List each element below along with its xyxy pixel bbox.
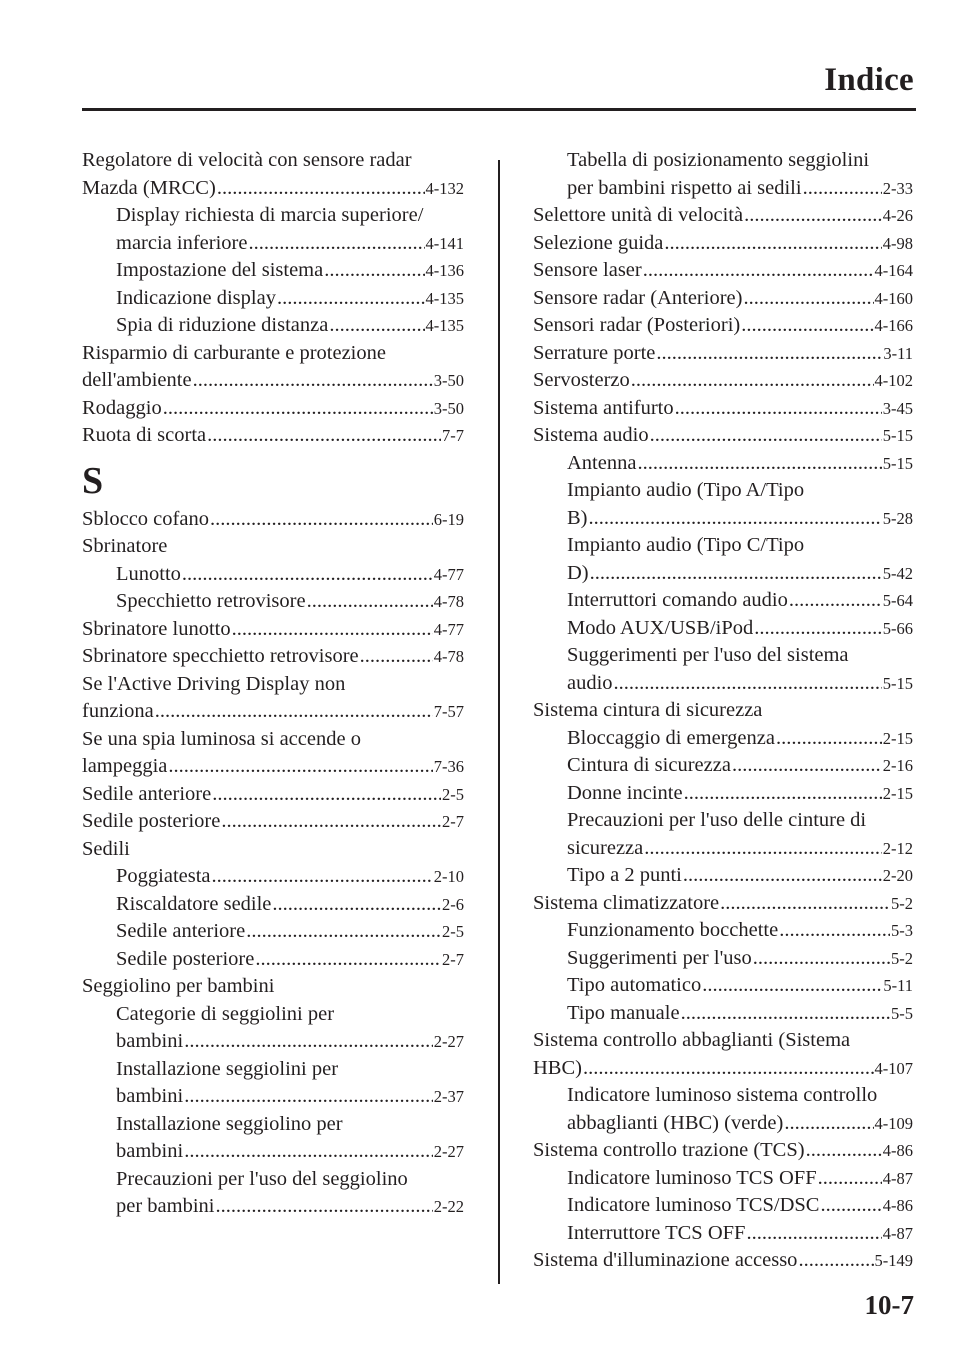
index-entry-text: Interruttore TCS OFF <box>567 1221 746 1244</box>
index-page-ref: 4-78 <box>433 647 464 666</box>
index-entry <box>533 422 913 450</box>
leader-dots <box>674 395 882 423</box>
leader-dots <box>783 1110 873 1138</box>
index-entry-text: Tipo a 2 punti <box>567 864 682 886</box>
index-page-ref: 4-87 <box>882 1168 913 1188</box>
index-entry <box>533 1165 913 1193</box>
index-entry-text: Servosterzo <box>533 369 630 391</box>
index-page-ref: 5-2 <box>891 893 913 913</box>
section-letter: S <box>82 459 104 502</box>
index-entry <box>82 312 464 340</box>
leader-dots <box>582 1055 874 1083</box>
index-page-ref: 4-135 <box>425 316 464 335</box>
index-entry <box>533 450 913 478</box>
index-entry <box>533 615 913 643</box>
index-entry <box>533 1000 913 1028</box>
index-entry-text: Interruttori comando audio <box>567 589 788 611</box>
index-page-ref: 3-45 <box>882 398 913 418</box>
index-entry-text: Sistema climatizzatore <box>533 891 720 914</box>
index-page-ref: 4-86 <box>882 1196 913 1215</box>
index-page-ref: 4-87 <box>882 1223 913 1243</box>
index-heading-line: Sedili <box>82 837 130 860</box>
index-heading-line: Suggerimenti per l'uso del sistema <box>567 644 849 666</box>
index-entry <box>533 1137 913 1165</box>
index-page-ref: 7-7 <box>442 426 464 445</box>
index-page-ref: 4-141 <box>425 233 464 253</box>
leader-dots <box>306 588 433 616</box>
leader-dots <box>247 230 424 258</box>
leader-dots <box>630 367 874 395</box>
index-entry <box>533 752 913 780</box>
index-entry <box>82 1083 464 1111</box>
index-entry-text: D) <box>567 561 589 584</box>
index-page-ref: 4-77 <box>433 564 464 584</box>
leader-dots <box>636 450 881 478</box>
page-number: 10-7 <box>864 1290 914 1320</box>
index-page-ref: 5-15 <box>882 453 913 473</box>
index-entry <box>82 1028 464 1056</box>
leader-dots <box>216 175 425 203</box>
leader-dots <box>183 1083 433 1111</box>
index-entry-text: Funzionamento bocchette <box>567 919 779 941</box>
leader-dots <box>220 808 441 836</box>
index-entry-text: bambini <box>116 1085 184 1107</box>
index-entry-text: Specchietto retrovisore <box>116 590 306 612</box>
index-entry <box>82 175 464 203</box>
index-page-ref: 2-20 <box>882 866 913 885</box>
leader-dots <box>271 891 441 919</box>
index-page-ref: 2-22 <box>433 1197 464 1216</box>
index-entry <box>533 367 913 395</box>
index-page-ref: 4-107 <box>874 1058 913 1078</box>
index-entry-text: Impostazione del sistema <box>116 259 324 281</box>
index-entry-text: Ruota di scorta <box>82 424 207 446</box>
index-entry-text: HBC) <box>533 1056 582 1079</box>
index-entry-text: per bambini <box>116 1195 215 1217</box>
leader-dots <box>743 202 882 230</box>
index-page-ref: 5-2 <box>891 948 913 968</box>
leader-dots <box>613 670 882 698</box>
leader-dots <box>192 367 433 395</box>
leader-dots <box>359 643 433 671</box>
index-entry <box>533 560 913 588</box>
index-entry-text: Suggerimenti per l'uso <box>567 946 752 969</box>
leader-dots <box>680 1000 890 1028</box>
index-entry-text: marcia inferiore <box>116 231 248 254</box>
index-entry-text: Riscaldatore sedile <box>116 892 272 915</box>
index-entry <box>533 917 913 945</box>
leader-dots <box>162 395 433 423</box>
index-entry-text: Serrature porte <box>533 341 656 364</box>
index-entry <box>82 395 464 423</box>
leader-dots <box>254 946 441 974</box>
index-entry-text: Bloccaggio di emergenza <box>567 726 775 749</box>
index-entry <box>533 972 913 1000</box>
index-entry <box>82 367 464 395</box>
index-entry <box>82 506 464 534</box>
index-page-ref: 7-57 <box>433 702 464 721</box>
leader-dots <box>649 422 882 450</box>
index-page-ref: 5-11 <box>883 976 913 995</box>
index-entry <box>533 230 913 258</box>
index-entry <box>533 340 913 368</box>
leader-dots <box>206 422 441 450</box>
leader-dots <box>643 835 882 863</box>
index-page-ref: 3-50 <box>433 371 464 390</box>
index-entry-text: Selettore unità di velocità <box>533 204 744 226</box>
index-entry <box>533 587 913 615</box>
index-heading-line: Se l'Active Driving Display non <box>82 672 346 695</box>
index-entry <box>533 1192 913 1220</box>
index-entry-text: Sensore laser <box>533 259 642 281</box>
leader-dots <box>819 1192 881 1220</box>
index-entry <box>533 175 913 203</box>
leader-dots <box>745 1220 881 1248</box>
index-page-ref: 2-5 <box>442 784 464 804</box>
index-entry-text: bambini <box>116 1030 184 1052</box>
leader-dots <box>183 1028 433 1056</box>
index-entry <box>533 862 913 890</box>
index-entry <box>533 1247 913 1275</box>
leader-dots <box>245 918 441 946</box>
index-entry-text: Cintura di sicurezza <box>567 754 731 776</box>
index-heading-line: Categorie di seggiolini per <box>116 1002 335 1025</box>
index-page-ref: 5-28 <box>882 508 913 528</box>
index-entry-text: Sistema controllo trazione (TCS) <box>533 1139 805 1161</box>
index-entry-text: Mazda (MRCC) <box>82 176 216 199</box>
index-heading-line: Seggiolino per bambini <box>82 975 275 997</box>
index-entry-text: Sistema audio <box>533 424 649 446</box>
index-entry <box>533 285 913 313</box>
index-entry-text: Indicazione display <box>116 286 276 309</box>
index-entry-text: Modo AUX/USB/iPod <box>567 616 754 639</box>
index-heading-line: Sistema cintura di sicurezza <box>533 699 763 721</box>
index-entry <box>82 643 464 671</box>
index-page-ref: 2-15 <box>882 783 913 803</box>
index-entry <box>82 1138 464 1166</box>
index-entry-text: Tipo manuale <box>567 1001 680 1024</box>
leader-dots <box>211 781 441 809</box>
leader-dots <box>215 1193 433 1221</box>
index-entry-text: Indicatore luminoso TCS OFF <box>567 1166 817 1189</box>
index-entry <box>82 230 464 258</box>
index-entry-text: Tipo automatico <box>567 974 702 996</box>
index-entry <box>82 285 464 313</box>
leader-dots <box>719 890 890 918</box>
index-entry-text: Donne incinte <box>567 781 683 804</box>
index-entry <box>82 616 464 644</box>
index-entry <box>82 781 464 809</box>
index-entry <box>533 725 913 753</box>
left-entries-after-section <box>82 506 464 1221</box>
index-entry-text: Sedile posteriore <box>82 810 221 832</box>
page-header-title: Indice <box>824 62 914 98</box>
index-page-ref: 4-166 <box>874 316 913 335</box>
index-entry-text: Antenna <box>567 451 637 474</box>
index-page-ref: 4-78 <box>433 592 464 611</box>
index-entry <box>533 1110 913 1138</box>
index-heading-line: Sistema controllo abbaglianti (Sistema <box>533 1029 851 1051</box>
index-entry <box>82 863 464 891</box>
index-entry <box>533 1220 913 1248</box>
index-page-ref: 4-164 <box>874 261 913 280</box>
index-entry <box>533 890 913 918</box>
index-page-ref: 2-37 <box>433 1087 464 1106</box>
index-page-ref: 5-149 <box>874 1251 913 1270</box>
leader-dots <box>742 285 873 313</box>
index-entry <box>82 698 464 726</box>
index-page-ref: 5-42 <box>882 563 913 583</box>
index-page-ref: 5-5 <box>891 1003 913 1023</box>
index-page-ref: 4-26 <box>882 206 913 225</box>
index-page-ref: 4-109 <box>874 1113 913 1133</box>
index-entry <box>533 1055 913 1083</box>
index-entry <box>533 505 913 533</box>
index-entry-text: audio <box>567 671 613 694</box>
index-page-ref: 5-15 <box>882 673 913 693</box>
index-page-ref: 5-3 <box>891 921 913 940</box>
leader-dots <box>740 312 873 340</box>
leader-dots <box>181 561 433 589</box>
leader-dots <box>663 230 881 258</box>
index-page-ref: 4-135 <box>425 288 464 308</box>
index-heading-line: Tabella di posizionamento seggiolini <box>567 149 870 171</box>
index-heading-line: Risparmio di carburante e protezione <box>82 341 386 364</box>
index-column-right <box>533 147 913 1275</box>
index-page-ref: 2-27 <box>433 1032 464 1051</box>
index-heading-line: Impianto audio (Tipo A/Tipo <box>567 479 805 501</box>
index-heading-line: Precauzioni per l'uso del seggiolino <box>116 1167 408 1190</box>
index-page-ref: 2-6 <box>442 894 464 914</box>
index-entry <box>533 395 913 423</box>
index-entry <box>533 780 913 808</box>
leader-dots <box>323 257 424 285</box>
header-rule <box>82 108 916 111</box>
index-entry-text: Sedile anteriore <box>116 920 246 942</box>
leader-dots <box>797 1247 873 1275</box>
index-entry-text: Sbrinatore lunotto <box>82 617 231 640</box>
index-entry <box>82 918 464 946</box>
index-page-ref: 3-50 <box>433 398 464 418</box>
index-entry-text: abbaglianti (HBC) (verde) <box>567 1111 784 1134</box>
index-entry <box>533 945 913 973</box>
index-entry-text: Selezione guida <box>533 231 664 254</box>
index-heading-line: Installazione seggiolino per <box>116 1112 343 1135</box>
leader-dots <box>778 917 890 945</box>
index-heading-line: Display richiesta di marcia superiore/ <box>116 204 424 226</box>
leader-dots <box>154 698 433 726</box>
index-entry <box>82 422 464 450</box>
index-entry-text: Sensore radar (Anteriore) <box>533 286 743 309</box>
index-page-ref: 4-77 <box>433 619 464 639</box>
index-heading-line: Se una spia luminosa si accende o <box>82 727 361 750</box>
leader-dots <box>167 753 432 781</box>
index-entry-text: per bambini rispetto ai sedili <box>567 176 802 199</box>
index-entry <box>82 561 464 589</box>
index-page-ref: 4-132 <box>425 178 464 198</box>
leader-dots <box>276 285 425 313</box>
index-entry-text: lampeggia <box>82 755 168 777</box>
leader-dots <box>682 862 882 890</box>
leader-dots <box>731 752 882 780</box>
leader-dots <box>231 616 433 644</box>
index-page-ref: 5-64 <box>882 591 913 610</box>
index-heading-line: Sbrinatore <box>82 535 168 557</box>
index-entry-text: Sedile posteriore <box>116 947 255 970</box>
index-entry-text: Sedile anteriore <box>82 782 212 805</box>
leader-dots <box>589 560 882 588</box>
leader-dots <box>802 175 882 203</box>
index-page-ref: 4-136 <box>425 261 464 280</box>
index-page-ref: 5-15 <box>882 426 913 445</box>
leader-dots <box>183 1138 433 1166</box>
leader-dots <box>805 1137 882 1165</box>
index-heading-line: Indicatore luminoso sistema controllo <box>567 1084 878 1106</box>
leader-dots <box>701 972 882 1000</box>
index-page-ref: 2-7 <box>442 949 464 969</box>
leader-dots <box>655 340 882 368</box>
index-page-ref: 2-5 <box>442 922 464 941</box>
index-entry <box>533 312 913 340</box>
leader-dots <box>775 725 882 753</box>
index-entry-text: Sblocco cofano <box>82 507 209 530</box>
index-page-ref: 2-12 <box>882 838 913 858</box>
index-entry-text: Indicatore luminoso TCS/DSC <box>567 1194 820 1216</box>
index-heading-line: Regolatore di velocità con sensore radar <box>82 149 412 171</box>
leader-dots <box>642 257 874 285</box>
index-entry-text: Poggiatesta <box>116 865 211 887</box>
index-page-ref: 2-16 <box>882 756 913 775</box>
index-entry <box>533 202 913 230</box>
index-column-left <box>82 147 464 1221</box>
index-entry-text: Sistema d'illuminazione accesso <box>533 1249 798 1271</box>
index-page-ref: 2-27 <box>433 1142 464 1161</box>
index-heading-line: Precauzioni per l'uso delle cinture di <box>567 809 867 831</box>
index-entry-text: Rodaggio <box>82 396 162 419</box>
index-entry <box>82 1193 464 1221</box>
leader-dots <box>788 587 882 615</box>
index-page-ref: 2-7 <box>442 812 464 831</box>
index-entry <box>82 891 464 919</box>
left-entries-before-section <box>82 147 464 450</box>
index-page-ref: 2-15 <box>882 728 913 748</box>
leader-dots <box>209 506 433 534</box>
index-entry <box>533 835 913 863</box>
leader-dots <box>752 945 890 973</box>
leader-dots <box>588 505 882 533</box>
index-entry-text: dell'ambiente <box>82 369 192 391</box>
index-entry <box>82 946 464 974</box>
index-entry-text: bambini <box>116 1140 184 1162</box>
leader-dots <box>683 780 882 808</box>
leader-dots <box>817 1165 882 1193</box>
index-entry <box>82 257 464 285</box>
index-page-ref: 2-10 <box>433 867 464 886</box>
index-page-ref: 6-19 <box>433 509 464 529</box>
column-divider <box>498 160 500 1284</box>
index-page-ref: 4-102 <box>874 371 913 390</box>
index-page-ref: 2-33 <box>882 178 913 198</box>
index-entry-text: Sbrinatore specchietto retrovisore <box>82 645 359 667</box>
index-heading-line: Impianto audio (Tipo C/Tipo <box>567 534 805 556</box>
index-page-ref: 5-66 <box>882 618 913 638</box>
index-entry-text: funziona <box>82 700 154 722</box>
index-page-ref: 3-11 <box>883 343 913 363</box>
index-entry-text: Sistema antifurto <box>533 396 674 419</box>
index-entry <box>82 588 464 616</box>
index-entry <box>533 257 913 285</box>
index-page-ref: 7-36 <box>433 757 464 776</box>
index-entry-text: sicurezza <box>567 836 644 859</box>
index-entry-text: B) <box>567 506 588 529</box>
index-entry-text: Sensori radar (Posteriori) <box>533 314 741 336</box>
index-page-ref: 4-160 <box>874 288 913 308</box>
leader-dots <box>211 863 433 891</box>
index-page-ref: 4-98 <box>882 233 913 253</box>
index-entry-text: Spia di riduzione distanza <box>116 314 329 336</box>
index-heading-line: Installazione seggiolini per <box>116 1057 339 1080</box>
index-entry <box>82 753 464 781</box>
leader-dots <box>753 615 881 643</box>
index-entry-text: Lunotto <box>116 562 181 585</box>
index-entry <box>82 808 464 836</box>
leader-dots <box>328 312 424 340</box>
index-page-ref: 4-86 <box>882 1141 913 1160</box>
index-entry <box>533 670 913 698</box>
